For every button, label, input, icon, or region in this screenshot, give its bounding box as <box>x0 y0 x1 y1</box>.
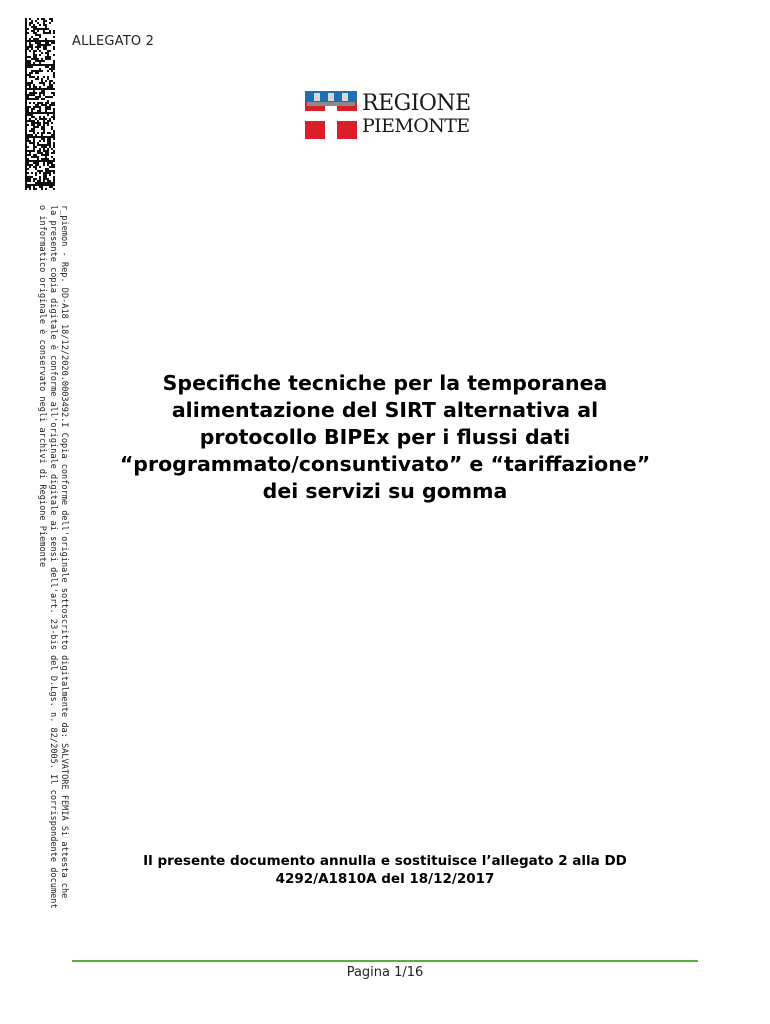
title-line: “programmato/consuntivato” e “tariffazione” <box>119 452 651 476</box>
title-line: protocollo BIPEx per i flussi dati <box>199 425 571 449</box>
page-number: Pagina 1/16 <box>346 965 424 980</box>
title-line: alimentazione del SIRT alternativa al <box>171 398 599 422</box>
logo-line-regione: REGIONE <box>362 91 471 116</box>
logo-line-piemonte: PIEMONTE <box>362 115 470 137</box>
piedmont-flag-icon <box>305 91 357 139</box>
datamatrix-barcode <box>25 18 55 190</box>
note-line: 4292/A1810A del 18/12/2017 <box>275 871 495 887</box>
regione-piemonte-logo <box>305 91 485 141</box>
note-line: Il presente documento annulla e sostituisce l’allegato 2 alla DD <box>143 853 627 869</box>
certification-line: r_piemon - Rep. DD-A18 18/12/2020.0003492.I Copia conforme dell'originale sottoscritto digitalmente da: SALVATORE FEMIA Si attesta che <box>59 205 69 899</box>
title-line: Specifiche tecniche per la temporanea <box>162 371 608 395</box>
supersession-note <box>72 852 698 888</box>
logo-wordmark <box>362 91 471 137</box>
certification-line: la presente copia digitale è conforme all'originale digitale ai sensi dell'art. 23-bis del D.Lgs. n. 82/2005. Il corrispondente document <box>48 205 58 909</box>
document-title <box>72 370 698 505</box>
title-line: dei servizi su gomma <box>262 479 508 503</box>
digital-copy-certification-note <box>36 205 69 1005</box>
annex-label: ALLEGATO 2 <box>72 34 155 49</box>
certification-line: o informatico originale è conservato negli archivi di Regione Piemonte <box>37 205 47 568</box>
footer-divider <box>72 960 698 962</box>
